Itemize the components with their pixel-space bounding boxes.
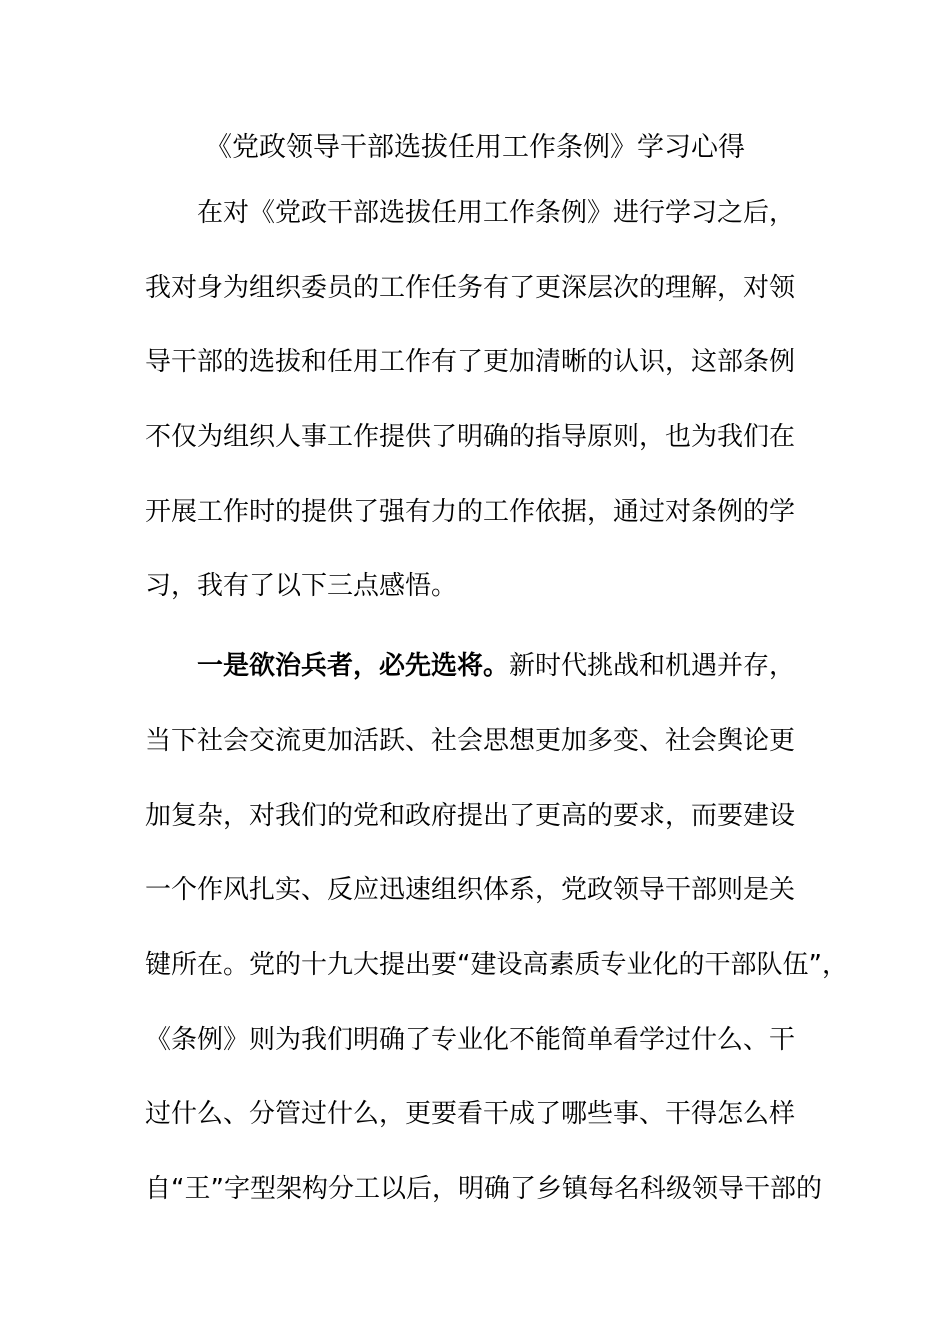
paragraph-line: 过什么、分管过什么，更要看干成了哪些事、干得怎么样	[145, 1099, 796, 1129]
paragraph-line	[197, 646, 795, 686]
paragraph-line: 键所在。党的十九大提出要“建设高素质专业化的干部队伍”，	[145, 950, 848, 980]
document-title: 《党政领导干部选拔任用工作条例》学习心得	[205, 132, 745, 163]
paragraph-line: 习，我有了以下三点感悟。	[145, 571, 458, 601]
section-heading: 一是欲治兵者，必先选将。	[197, 651, 510, 681]
paragraph-line: 加复杂，对我们的党和政府提出了更高的要求，而要建设	[145, 801, 796, 831]
paragraph-line: 一个作风扎实、反应迅速组织体系，党政领导干部则是关	[145, 875, 796, 905]
paragraph-line: 不仅为组织人事工作提供了明确的指导原则，也为我们在	[145, 422, 796, 452]
paragraph-line: 导干部的选拔和任用工作有了更加清晰的认识，这部条例	[145, 347, 796, 377]
paragraph-line: 在对《党政干部选拔任用工作条例》进行学习之后，	[197, 198, 796, 228]
paragraph-line: 开展工作时的提供了强有力的工作依据，通过对条例的学	[145, 497, 796, 527]
paragraph-line: 我对身为组织委员的工作任务有了更深层次的理解，对领	[145, 273, 796, 303]
paragraph-line: 《条例》则为我们明确了专业化不能简单看学过什么、干	[145, 1025, 796, 1055]
paragraph-text: 新时代挑战和机遇并存，	[509, 651, 796, 681]
paragraph-line: 自“王”字型架构分工以后，明确了乡镇每名科级领导干部的	[145, 1174, 822, 1204]
paragraph-line: 当下社会交流更加活跃、社会思想更加多变、社会舆论更	[145, 726, 796, 756]
